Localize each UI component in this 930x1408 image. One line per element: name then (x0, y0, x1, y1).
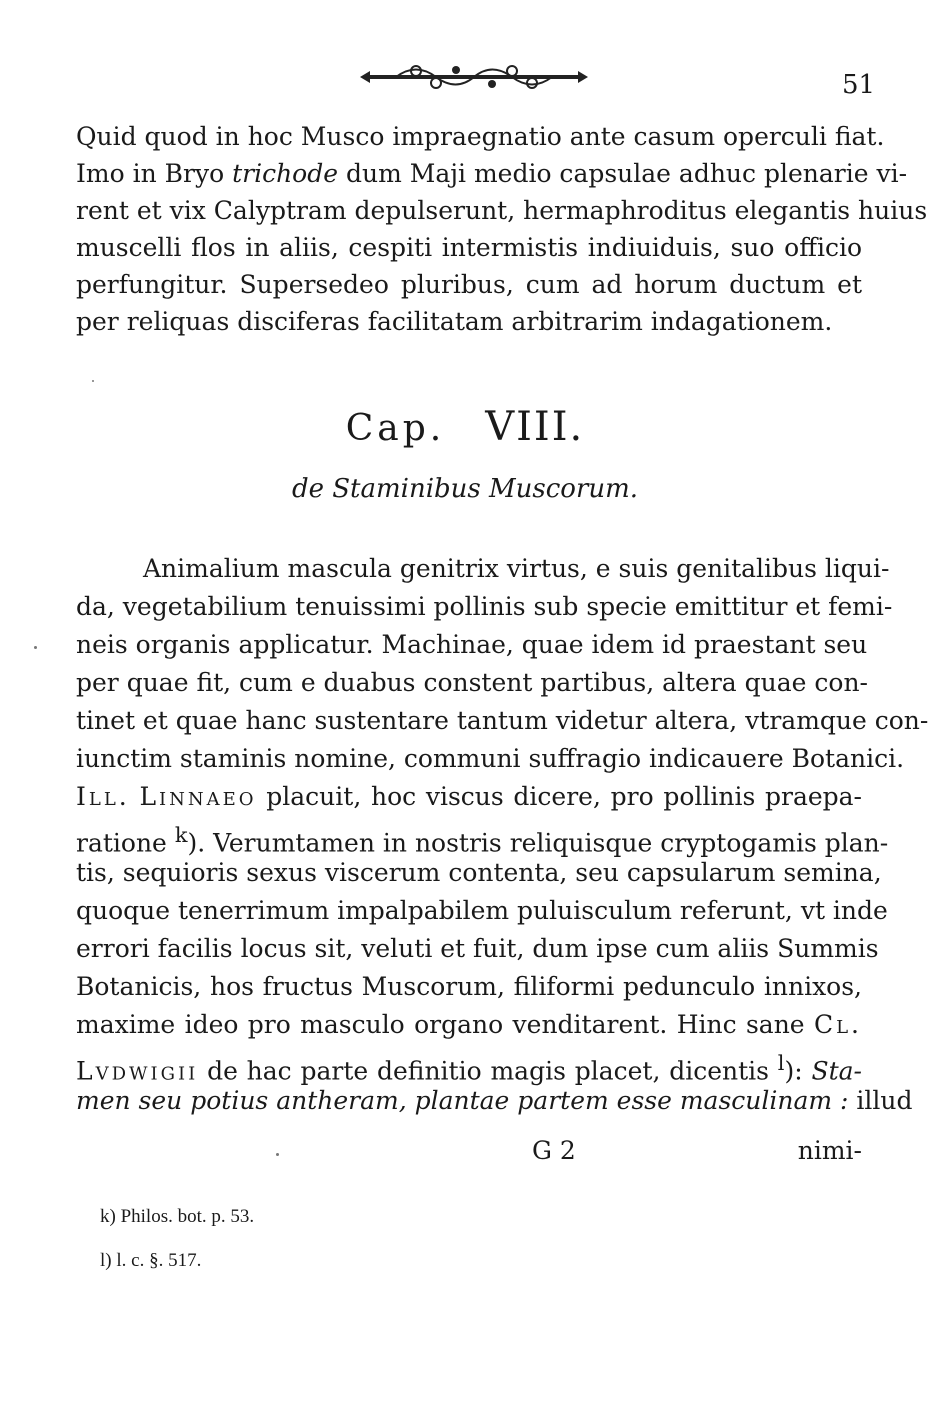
text-line: men seu potius antheram, plantae partem esse masculinam : illud (76, 1086, 913, 1115)
text-line: ratione $^k$). Verumtamen in nostris reliquisque cryptogamis plan- (76, 823, 889, 858)
author-abbrev: Cl. (813, 1010, 862, 1039)
text-line: Botanicis, hos fructus Muscorum, filiformi pedunculo innixos, (76, 972, 862, 1001)
footnote: l) l. c. §. 517. (100, 1250, 202, 1271)
text-line: tinet et quae hanc sustentare tantum videtur altera, vtramque con- (76, 706, 929, 735)
signature-mark: G 2 (532, 1136, 576, 1165)
paper-speck (34, 646, 37, 649)
text-line: Quid quod in hoc Musco impraegnatio ante casum operculi fiat. (76, 122, 885, 151)
text-line: muscelli flos in aliis, cespiti intermistis indiuiduis, suo officio (76, 233, 862, 262)
footnote-ref: k (174, 823, 188, 847)
text-line: per reliquas disciferas facilitatam arbitrarim indagationem. (76, 307, 833, 336)
text-line: maxime ideo pro masculo organo venditarent. Hinc sane Cl. (76, 1010, 862, 1039)
text-line: Animalium mascula genitrix virtus, e suis genitalibus liqui- (143, 554, 890, 583)
text-line: rent et vix Calyptram depulserunt, hermaphroditus elegantis huius (76, 196, 928, 225)
author-name: Linnaeo (139, 782, 257, 811)
chapter-label: Cap. (345, 408, 446, 449)
author-abbrev: Ill. (76, 782, 130, 811)
paper-speck (276, 1153, 279, 1156)
text-line: tis, sequioris sexus viscerum contenta, seu capsularum semina, (76, 858, 882, 887)
page-number: 51 (842, 70, 876, 100)
text-line: per quae fit, cum e duabus constent partibus, altera quae con- (76, 668, 868, 697)
chapter-subtitle: de Staminibus Muscorum. (291, 474, 639, 504)
floral-ornament-icon (356, 62, 592, 92)
text-line: errori facilis locus sit, veluti et fuit, dum ipse cum aliis Summis (76, 934, 879, 963)
text-line: neis organis applicatur. Machinae, quae idem id praestant seu (76, 630, 868, 659)
paper-speck (92, 380, 94, 382)
chapter-heading (0, 404, 930, 450)
text-line: Ill. Linnaeo placuit, hoc viscus dicere, pro pollinis praepa- (76, 782, 863, 811)
text-line: iunctim staminis nomine, communi suffragio indicauere Botanici. (76, 744, 905, 773)
author-name: Lvdwigii (76, 1056, 199, 1086)
chapter-numeral: VIII. (485, 404, 585, 450)
text-line: Imo in Bryo trichode dum Maji medio capsulae adhuc plenarie vi- (76, 159, 908, 188)
footnote: k) Philos. bot. p. 53. (100, 1206, 255, 1227)
footnote-ref: l (777, 1051, 785, 1075)
catchword: nimi- (797, 1136, 862, 1165)
text-line: quoque tenerrimum impalpabilem puluisculum referunt, vt inde (76, 896, 888, 925)
text-line: da, vegetabilium tenuissimi pollinis sub specie emittitur et femi- (76, 592, 893, 621)
page-footer (76, 1134, 862, 1168)
text-line: perfungitur. Supersedeo pluribus, cum ad horum ductum et (76, 270, 862, 299)
text-line: Lvdwigii de hac parte definitio magis placet, dicentis $^l$): Sta- (76, 1051, 862, 1086)
